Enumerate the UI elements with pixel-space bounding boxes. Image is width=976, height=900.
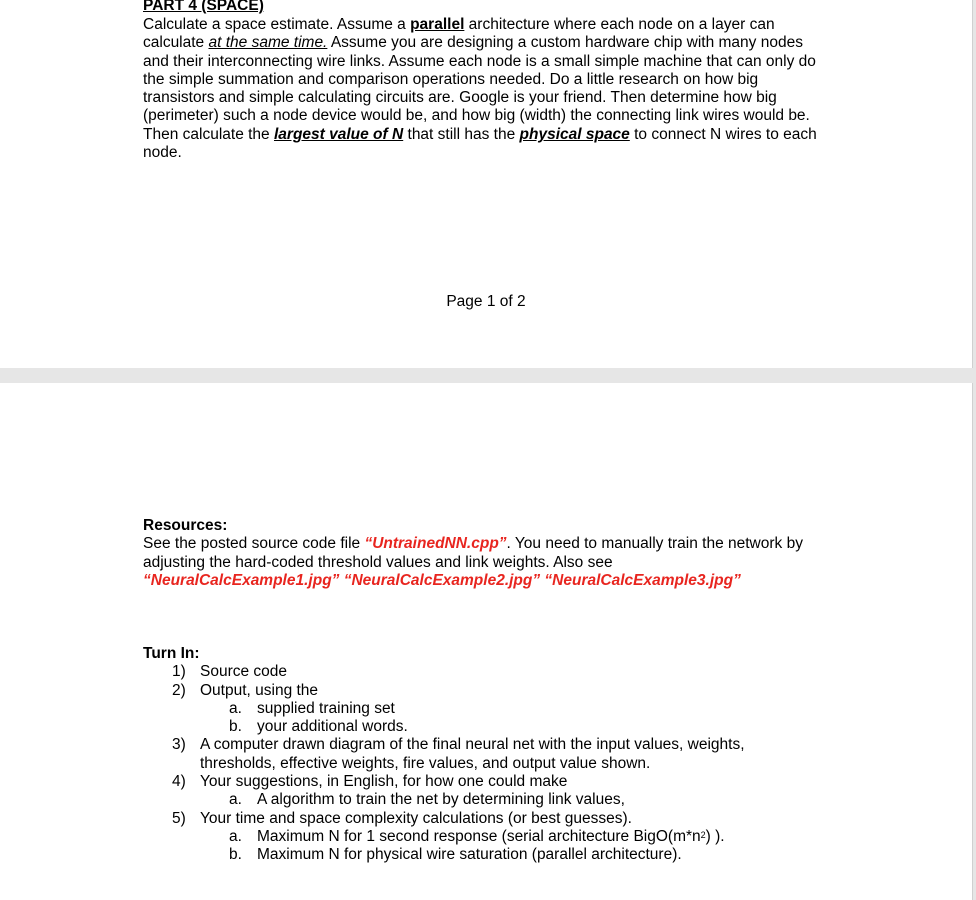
list-subitem: a. A algorithm to train the net by determining link values, <box>229 791 625 809</box>
part-heading <box>143 0 833 15</box>
list-item-continuation: thresholds, effective weights, fire values, and output value shown. <box>200 754 651 772</box>
resources-heading: Resources: <box>143 517 228 534</box>
list-subitem: a. Maximum N for 1 second response (serial architecture $BigO(m*n^2)$ ). <box>229 827 725 845</box>
part-4-heading: PART 4 (SPACE) <box>143 0 264 14</box>
page-2 <box>0 383 973 900</box>
page-1 <box>0 0 973 368</box>
physical-space-emphasis: physical space <box>519 125 630 143</box>
turn-in-heading: Turn In: <box>143 645 200 662</box>
list-item: 3) A computer drawn diagram of the final neural net with the input values, weights, <box>172 736 745 754</box>
list-subitem: b. Maximum N for physical wire saturation (parallel architecture). <box>229 846 682 864</box>
resources-section <box>143 517 833 590</box>
list-item: 4) Your suggestions, in English, for how one could make <box>172 773 568 791</box>
same-time-emphasis: at the same time. <box>208 34 328 52</box>
parallel-emphasis: parallel <box>410 16 465 33</box>
list-item: 2) Output, using the <box>172 681 319 699</box>
list-subitem: b. your additional words. <box>229 718 408 736</box>
turn-in-section <box>143 645 833 865</box>
page-footer: Page 1 of 2 <box>446 293 526 310</box>
source-file-name: “UntrainedNN.cpp” <box>364 535 507 553</box>
resources-paragraph: See the posted source code file “UntrainedNN.cpp”. You need to manually train the network by adjusting the hard-coded threshold values and link weights. Also see “NeuralCalcExample1.jpg” “NeuralCalcExample2.jpg” “NeuralCalcExample3.jpg” <box>143 535 803 589</box>
largest-n-emphasis: largest value of N <box>273 125 404 143</box>
space-estimate-paragraph: Calculate a space estimate. Assume a parallel architecture where each node on a layer can calculate at the same time. Assume you are designing a custom hardware chip with many nodes and their interconnecting wire links. Assume each node is a small simple machine that can only do the simple summation and comparison operations needed. Do a little research on how big transistors and simple calculating circuits are. Google is your friend. Then determine how big (perimeter) such a node device would be, and how big (width) the connecting link wires would be. Then calculate the largest value of N that still has the physical space to connect N wires to each node. <box>143 16 817 162</box>
list-subitem: a. supplied training set <box>229 699 395 717</box>
list-item: 5) Your time and space complexity calculations (or best guesses). <box>172 809 632 827</box>
list-item: 1) Source code <box>172 663 288 681</box>
example-image-names: “NeuralCalcExample1.jpg” “NeuralCalcExample2.jpg” “NeuralCalcExample3.jpg” <box>143 571 741 589</box>
